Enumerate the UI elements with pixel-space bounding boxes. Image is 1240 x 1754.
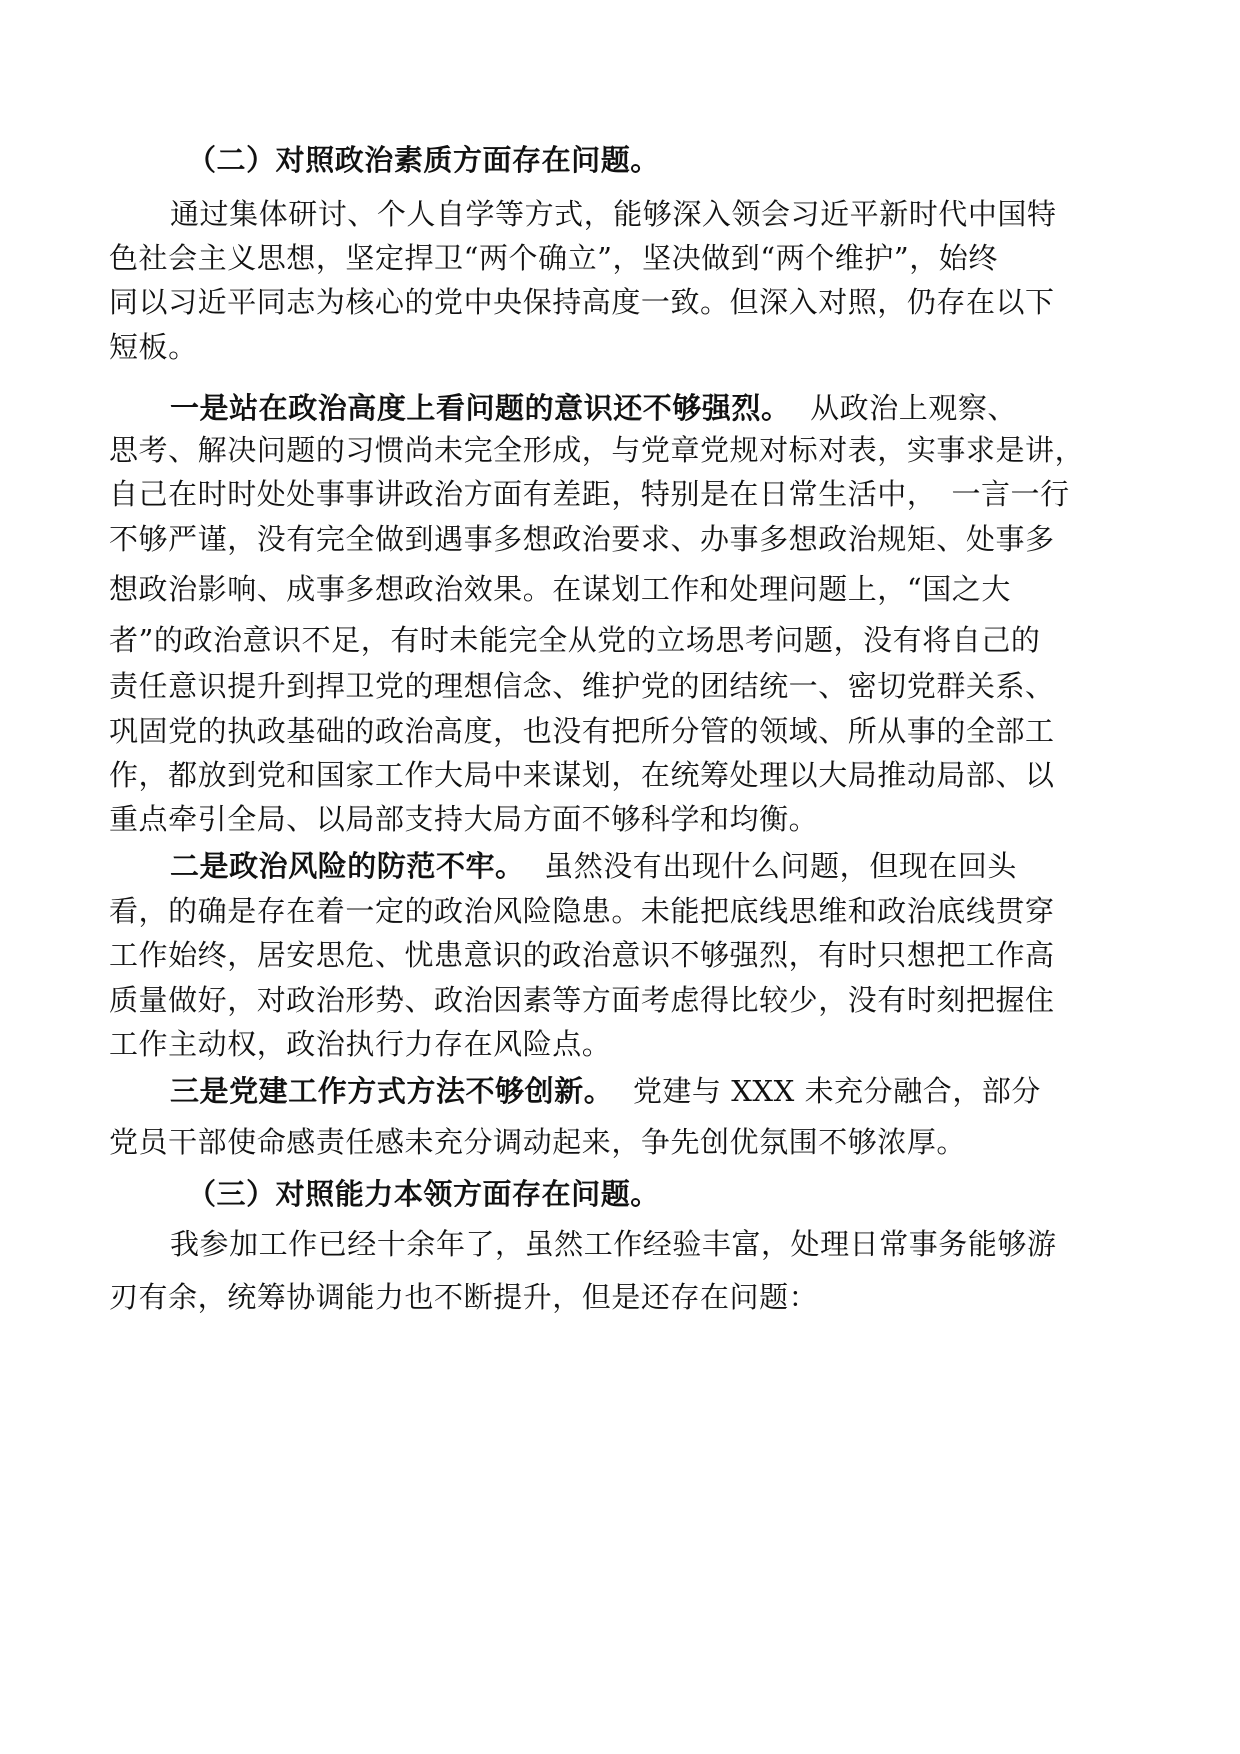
point-one-heading: 一是站在政治高度上看问题的意识还不够强烈。 [170,391,791,425]
paragraph-line: 同以习近平同志为核心的党中央保持高度一致。但深入对照，仍存在以下 [109,285,1055,319]
section-heading-political-quality: （二）对照政治素质方面存在问题。 [187,143,660,177]
point-three-heading: 三是党建工作方式方法不够创新。 [170,1074,614,1108]
paragraph-line: 看，的确是存在着一定的政治风险隐患。未能把底线思维和政治底线贯穿 [109,894,1055,928]
paragraph-line: 自己在时时处处事事讲政治方面有差距，特别是在日常生活中， 一言一行 [109,477,1070,511]
paragraph-line: 我参加工作已经十余年了，虽然工作经验丰富，处理日常事务能够游 [170,1227,1057,1261]
paragraph-line: 工作始终，居安思危、忧患意识的政治意识不够强烈，有时只想把工作高 [109,938,1055,972]
paragraph-line: 思考、解决问题的习惯尚未完全形成，与党章党规对标对表，实事求是讲， [109,433,1085,467]
point-one-text: 从政治上观察、 [810,391,1017,425]
point-two-heading: 二是政治风险的防范不牢。 [170,849,525,883]
paragraph-line: 重点牵引全局、以局部支持大局方面不够科学和均衡。 [109,802,819,836]
paragraph-line: 通过集体研讨、个人自学等方式，能够深入领会习近平新时代中国特 [170,197,1057,231]
paragraph-line [170,1073,1041,1109]
paragraph-line: 者”的政治意识不足，有时未能完全从党的立场思考问题，没有将自己的 [109,623,1041,657]
paragraph-line: 想政治影响、成事多想政治效果。在谋划工作和处理问题上，“国之大 [109,572,1011,606]
paragraph-line: 色社会主义思想，坚定捍卫“两个确立”，坚决做到“两个维护”，始终 [109,241,998,275]
section-heading-ability: （三）对照能力本领方面存在问题。 [187,1177,660,1211]
point-two-text: 虽然没有出现什么问题，但现在回头 [544,849,1017,883]
paragraph-line: 短板。 [109,330,198,364]
point-three-text: 党建与 XXX 未充分融合，部分 [632,1074,1041,1108]
paragraph-line: 不够严谨，没有完全做到遇事多想政治要求、办事多想政治规矩、处事多 [109,522,1055,556]
paragraph-line: 巩固党的执政基础的政治高度，也没有把所分管的领域、所从事的全部工 [109,714,1055,748]
paragraph-line: 质量做好，对政治形势、政治因素等方面考虑得比较少，没有时刻把握住 [109,983,1055,1017]
paragraph-line: 作，都放到党和国家工作大局中来谋划，在统筹处理以大局推动局部、以 [109,758,1055,792]
paragraph-line: 刃有余，统筹协调能力也不断提升，但是还存在问题： [109,1280,819,1314]
paragraph-line: 责任意识提升到捍卫党的理想信念、维护党的团结统一、密切党群关系、 [109,669,1055,703]
paragraph-line: 党员干部使命感责任感未充分调动起来，争先创优氛围不够浓厚。 [109,1125,966,1159]
paragraph-line: 工作主动权，政治执行力存在风险点。 [109,1027,612,1061]
paragraph-line [170,848,1017,884]
paragraph-line [170,390,1017,426]
